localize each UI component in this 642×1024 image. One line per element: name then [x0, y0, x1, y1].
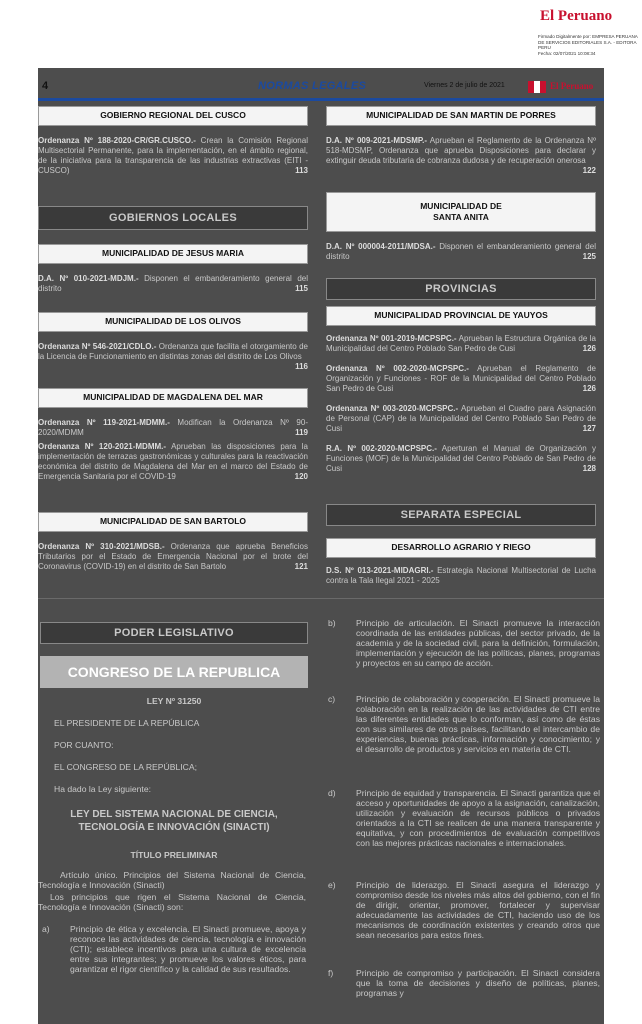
entry-ref: D.A. Nº 009-2021-MDSMP.-: [326, 136, 428, 145]
summary-entry: [38, 442, 308, 482]
section-box-san-bartolo: MUNICIPALIDAD DE SAN BARTOLO: [38, 512, 308, 532]
entry-ref: Ordenanza Nº 310-2021/MDSB.-: [38, 542, 165, 551]
entry-ref: R.A. Nº 002-2020-MCPSPC.-: [326, 444, 437, 453]
summary-entry: [38, 274, 308, 294]
congress-line: EL CONGRESO DE LA REPÚBLICA;: [54, 762, 197, 772]
section-box-desarrollo-agrario: DESARROLLO AGRARIO Y RIEGO: [326, 538, 596, 558]
section-box-separata-especial: SEPARATA ESPECIAL: [326, 504, 596, 526]
entry-text: Disponen el embanderamiento general del distrito: [38, 274, 308, 293]
entry-text: Crean la Comisión Regional Multisectorial Permanente, para la implementación, en el ámbito regional, de la iniciativa para la transparencia de las industrias extractivas (EITI - CUSCO): [38, 136, 308, 175]
entry-page: 126: [582, 344, 596, 353]
header-rule: [38, 98, 604, 101]
entry-page: 128: [582, 464, 596, 473]
page-number: 4: [42, 80, 49, 92]
principle-item: [324, 618, 600, 668]
summary-entry: [326, 364, 596, 394]
principle-label: a): [42, 924, 50, 934]
principle-text: Principio de articulación. El Sinacti promueve la interacción coordinada de las entidades públicas, del sector privado, de la academia y de la sociedad civil, para la definición, formulación, implementación y ejecución de las políticas, planes, programas y proyectos en su campo de acción.: [356, 618, 600, 668]
entry-ref: Ordenanza Nº 002-2020-MCPSPC.-: [326, 364, 469, 373]
entry-text: Modifican la Ordenanza Nº 90-2020/MDMM: [38, 418, 308, 437]
entry-ref: D.S. Nº 013-2021-MIDAGRI.-: [326, 566, 434, 575]
section-box-yauyos: MUNICIPALIDAD PROVINCIAL DE YAUYOS: [326, 306, 596, 326]
section-box-cusco: GOBIERNO REGIONAL DEL CUSCO: [38, 106, 308, 126]
article-heading: Artículo único. Principios del Sistema Nacional de Ciencia, Tecnología e Innovación (Sinacti): [38, 870, 306, 890]
principle-label: f): [328, 968, 334, 978]
entry-text: Aprueban la Estructura Orgánica de la Municipalidad del Centro Poblado San Pedro de Cusi: [326, 334, 597, 353]
section-box-santa-anita: MUNICIPALIDAD DE SANTA ANITA: [326, 192, 596, 232]
entry-ref: Ordenanza Nº 119-2021-MDMM.-: [38, 418, 170, 427]
signed-date: Fecha: 02/07/2021 10:08:34: [538, 50, 596, 56]
entry-text: Aprueban el Reglamento de la Ordenanza Nº 518-MDSMP, Ordenanza que aprueba Disposiciones para declarar y extinguir deuda tributaria de cobranza dudosa y de recuperación onerosa: [326, 136, 596, 165]
entry-text: Aprueban el Cuadro para Asignación de Personal (CAP) de la Municipalidad del Centro Poblado San Pedro de Cusi: [326, 404, 597, 433]
summary-entry: [326, 136, 596, 176]
page-header: [38, 80, 604, 96]
principle-label: e): [328, 880, 336, 890]
signed-by: Firmado Digitalmente por: EMPRESA PERUANA DE SERVICIOS EDITORIALES S.A. - EDITORA PERU: [538, 34, 638, 51]
president-line: EL PRESIDENTE DE LA REPÚBLICA: [54, 718, 200, 728]
peru-flag-icon: [528, 81, 546, 93]
entry-page: 119: [295, 428, 308, 437]
summary-entry: [326, 444, 596, 474]
entry-ref: Ordenanza Nº 001-2019-MCPSPC.-: [326, 334, 457, 343]
summary-entry: [38, 418, 308, 438]
principle-item: [324, 788, 600, 848]
law-number: LEY Nº 31250: [146, 696, 202, 706]
issue-date: Viernes 2 de julio de 2021: [424, 82, 505, 89]
header-brand: El Peruano: [550, 81, 594, 91]
section-box-gobiernos-locales: GOBIERNOS LOCALES: [38, 206, 308, 230]
section-box-los-olivos: MUNICIPALIDAD DE LOS OLIVOS: [38, 312, 308, 332]
entry-text: Estrategia Nacional Multisectorial de Lucha contra la Tala Ilegal 2021 - 2025: [326, 566, 596, 585]
entry-page: 122: [582, 166, 596, 175]
principle-label: b): [328, 618, 336, 628]
summary-entry: [38, 342, 308, 372]
summary-entry: [38, 542, 308, 572]
principle-item: [324, 968, 600, 998]
entry-text: Disponen el embanderamiento general del distrito: [326, 242, 596, 261]
entry-page: 115: [295, 284, 308, 293]
entry-page: 126: [582, 384, 596, 393]
entry-ref: Ordenanza Nº 003-2020-MCPSPC.-: [326, 404, 459, 413]
entry-ref: Ordenanza Nº 546-2021/CDLO.-: [38, 342, 157, 351]
entry-ref: Ordenanza Nº 188-2020-CR/GR.CUSCO.-: [38, 136, 196, 145]
principle-label: c): [328, 694, 336, 704]
summary-entry: [326, 566, 596, 586]
summary-entry: [326, 242, 596, 262]
principle-item: [38, 924, 306, 974]
principle-text: Principio de equidad y transparencia. El Sinacti garantiza que el acceso y oportunidades de apoyo a la asignación, canalización, utilización y evaluación de recursos públicos o privados orientados a la CTI se realicen de una manera transparente y equitativa, y con procedimientos de evaluación competitivos con las mejores prácticas nacionales e internacionales.: [356, 788, 600, 848]
summary-entry: [38, 136, 308, 176]
el-peruano-logo: El Peruano: [540, 8, 613, 24]
newspaper-page: [38, 68, 604, 1024]
power-banner: PODER LEGISLATIVO: [40, 622, 308, 644]
entry-text: Aperturan el Manual de Organización y Funciones (MOF) de la Municipalidad del Centro Poblado de San Pedro de Cusi: [326, 444, 597, 473]
principle-text: Principio de colaboración y cooperación. El Sinacti promueve la colaboración en la realización de las actividades de CTI entre las diferentes entidades que lo conforman, así como de éstas con sus similares de otros países, facilitando el intercambio de experiencias, buenas prácticas, información y conocimiento; y el desarrollo de productos y servicios en materia de CTI.: [356, 694, 600, 754]
principle-text: Principio de liderazgo. El Sinacti asegura el liderazgo y compromiso desde los niveles más altos del gobierno, con el fin de dirigir, orientar, promover, fortalecer y supervisar adecuadamente las actividades de CTI, haciendo uso de los mecanismos de coordinación existentes y creando otros que sean necesarios para estos fines.: [356, 880, 600, 940]
section-box-provincias: PROVINCIAS: [326, 278, 596, 300]
entry-page: 113: [295, 166, 308, 175]
principle-item: [324, 694, 600, 754]
article-text: Los principios que rigen el Sistema Nacional de Ciencia, Tecnología e Innovación (Sinacti) son:: [38, 892, 306, 912]
section-box-magdalena: MUNICIPALIDAD DE MAGDALENA DEL MAR: [38, 388, 308, 408]
entry-text: Ordenanza que aprueba Beneficios Tributarios por el Estado de Emergencia Nacional por el brote del Coronavirus (COVID-19) en el distrito de San Bartolo: [38, 542, 308, 571]
section-box-jesus-maria: MUNICIPALIDAD DE JESUS MARIA: [38, 244, 308, 264]
entry-ref: D.A. Nº 010-2021-MDJM.-: [38, 274, 139, 283]
summary-entry: [326, 404, 596, 434]
signature-details: [538, 34, 638, 56]
principle-text: Principio de ética y excelencia. El Sinacti promueve, apoya y reconoce las actividades de ciencia, tecnología e innovación (CTI); establece incentivos para una cultura de excelencia entre sus integrantes; y promueve los valores éticos, para garantizar el rigor científico y la calidad de sus resultados.: [70, 924, 306, 974]
entry-text: Aprueban las disposiciones para la implementación de terrazas gastronómicas y culturales para la reactivación económica del distrito de Magdalena del Mar en el marco del Estado de Emergencia Sanitaria por el COVID-19: [38, 442, 309, 481]
principle-text: Principio de compromiso y participación. El Sinacti considera que la toma de decisiones y diseño de políticas, planes, programas y: [356, 968, 600, 998]
section-separator: [38, 598, 604, 599]
section-box-san-martin-de-porres: MUNICIPALIDAD DE SAN MARTIN DE PORRES: [326, 106, 596, 126]
entry-page: 120: [294, 472, 308, 481]
given-line: Ha dado la Ley siguiente:: [54, 784, 151, 794]
summary-entry: [326, 334, 596, 354]
entry-ref: Ordenanza Nº 120-2021-MDMM.-: [38, 442, 167, 451]
entry-text: Aprueban el Reglamento de Organización y Funciones - ROF de la Municipalidad del Centro Poblado San Pedro de Cusi: [326, 364, 597, 393]
whereas-line: POR CUANTO:: [54, 740, 114, 750]
law-title: LEY DEL SISTEMA NACIONAL DE CIENCIA, TECNOLOGÍA E INNOVACIÓN (SINACTI): [70, 809, 278, 833]
entry-page: 121: [294, 562, 308, 571]
principle-label: d): [328, 788, 336, 798]
section-title: NORMAS LEGALES: [258, 80, 367, 92]
entry-text: Ordenanza que facilita el otorgamiento de la Licencia de Funcionamiento en distintas zonas del distrito de Los Olivos: [38, 342, 308, 361]
entry-ref: D.A. Nº 000004-2011/MDSA.-: [326, 242, 436, 251]
preliminary-title: TÍTULO PRELIMINAR: [130, 850, 218, 860]
entry-page: 116: [295, 362, 308, 371]
entry-page: 127: [582, 424, 596, 433]
principle-item: [324, 880, 600, 940]
entry-page: 125: [582, 252, 596, 261]
congress-banner: CONGRESO DE LA REPUBLICA: [40, 656, 308, 688]
